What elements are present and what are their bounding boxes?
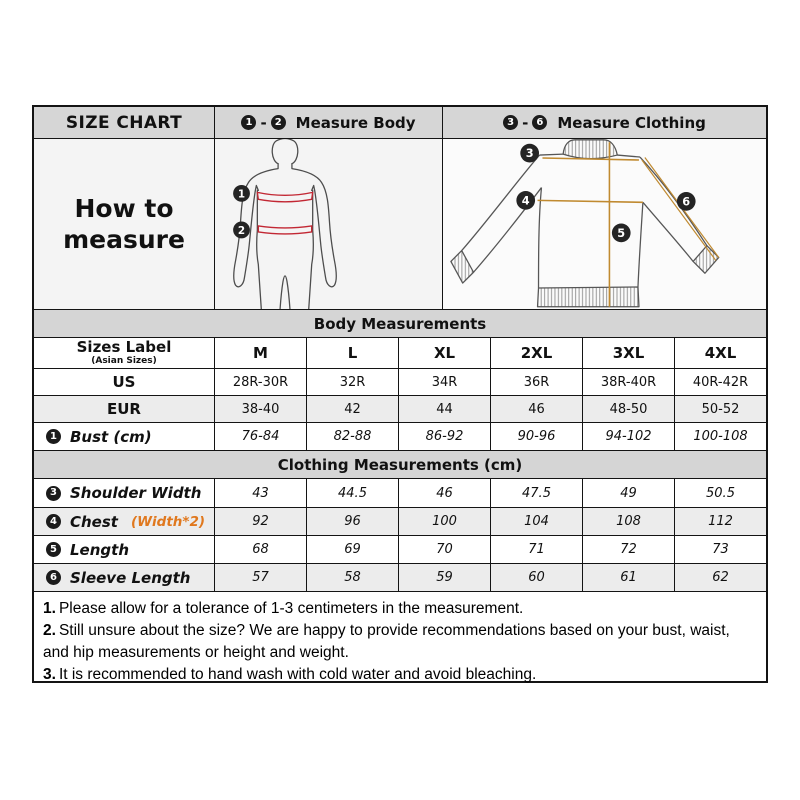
note-3 xyxy=(43,664,757,686)
table-cell: 82-88 xyxy=(306,423,398,450)
sleeve-length-row xyxy=(34,563,766,591)
sweater-illustration xyxy=(443,139,766,309)
note-2-text: Still unsure about the size? We are happy to provide recommendations based on your bust, waist, and hip measurements or height and weight. xyxy=(43,622,730,661)
bust-label: Bust (cm) xyxy=(70,427,152,446)
us-label: US xyxy=(112,373,136,391)
table-cell: 47.5 xyxy=(490,479,582,507)
bust-row xyxy=(34,422,766,450)
table-cell: 34R xyxy=(398,369,490,395)
table-cell: 32R xyxy=(306,369,398,395)
measure-body-label: Measure Body xyxy=(295,113,416,132)
table-cell: 86-92 xyxy=(398,423,490,450)
left-cuff-rib xyxy=(451,251,474,283)
table-cell: 73 xyxy=(674,536,766,563)
measure-clothing-diagram xyxy=(442,139,766,309)
range-dash: - xyxy=(260,113,267,132)
waist-tape-line xyxy=(258,226,311,234)
size-cell: M xyxy=(214,338,306,368)
shoulder-width-label: Shoulder Width xyxy=(70,484,202,502)
table-cell: 46 xyxy=(490,396,582,422)
us-sizes-row xyxy=(34,368,766,395)
chest-line xyxy=(538,200,643,202)
table-cell: 72 xyxy=(582,536,674,563)
circled-6-icon: 6 xyxy=(532,115,547,130)
size-cell: 3XL xyxy=(582,338,674,368)
table-cell: 70 xyxy=(398,536,490,563)
circled-1-icon: 1 xyxy=(241,115,256,130)
note-3-text: It is recommended to hand wash with cold water and avoid bleaching. xyxy=(58,666,537,683)
how-to-measure-title xyxy=(34,139,214,309)
circled-3-icon: 3 xyxy=(503,115,518,130)
eur-label: EUR xyxy=(107,400,141,418)
marker-2-number: 2 xyxy=(237,224,246,237)
orange-measure-lines xyxy=(538,142,719,306)
circled-5-icon: 5 xyxy=(46,542,61,557)
sweater-outline xyxy=(451,140,719,307)
sizes-label-cell xyxy=(34,338,214,368)
table-cell: 50-52 xyxy=(674,396,766,422)
red-tape-lines xyxy=(257,192,312,234)
table-cell: 43 xyxy=(214,479,306,507)
circled-4-icon: 4 xyxy=(46,514,61,529)
table-cell: 68 xyxy=(214,536,306,563)
table-cell: 100-108 xyxy=(674,423,766,450)
table-cell: 57 xyxy=(214,564,306,591)
shoulder-width-row xyxy=(34,478,766,507)
table-cell: 69 xyxy=(306,536,398,563)
table-cell: 60 xyxy=(490,564,582,591)
table-cell: 28R-30R xyxy=(214,369,306,395)
sizes-label: Sizes Label xyxy=(76,338,172,356)
marker-6-number: 6 xyxy=(682,194,691,209)
body-measurements-section-title: Body Measurements xyxy=(34,309,766,337)
bust-tape-line xyxy=(257,192,312,201)
table-cell: 61 xyxy=(582,564,674,591)
length-label-cell xyxy=(34,536,214,563)
table-cell: 46 xyxy=(398,479,490,507)
eur-sizes-row xyxy=(34,395,766,422)
chest-label: Chest xyxy=(70,512,118,531)
table-cell: 76-84 xyxy=(214,423,306,450)
table-cell: 94-102 xyxy=(582,423,674,450)
note-3-number: 3. xyxy=(43,666,56,683)
table-cell: 71 xyxy=(490,536,582,563)
table-cell: 40R-42R xyxy=(674,369,766,395)
marker-4-number: 4 xyxy=(521,193,530,208)
table-cell: 42 xyxy=(306,396,398,422)
sleeve-length-label: Sleeve Length xyxy=(70,568,191,587)
note-1 xyxy=(43,598,757,620)
marker-5-number: 5 xyxy=(617,225,626,240)
table-cell: 49 xyxy=(582,479,674,507)
note-2-number: 2. xyxy=(43,622,56,639)
size-chart-sheet xyxy=(32,105,768,683)
size-chart-title: SIZE CHART xyxy=(65,112,183,133)
table-cell: 44.5 xyxy=(306,479,398,507)
length-row xyxy=(34,535,766,563)
table-cell: 38R-40R xyxy=(582,369,674,395)
chest-label-cell xyxy=(34,508,214,535)
measure-body-diagram xyxy=(214,139,442,309)
marker-3-number: 3 xyxy=(525,146,534,161)
circled-6-icon: 6 xyxy=(46,570,61,585)
circled-3-icon: 3 xyxy=(46,486,61,501)
table-cell: 62 xyxy=(674,564,766,591)
sizes-sublabel: (Asian Sizes) xyxy=(91,356,157,366)
size-cell: L xyxy=(306,338,398,368)
header-row xyxy=(34,107,766,138)
measure-body-header xyxy=(214,107,442,138)
table-cell: 100 xyxy=(398,508,490,535)
table-cell: 112 xyxy=(674,508,766,535)
body-figure-illustration xyxy=(215,139,442,309)
hem-rib xyxy=(538,287,639,307)
clothing-measurements-section-title: Clothing Measurements (cm) xyxy=(34,450,766,478)
sizes-row xyxy=(34,337,766,368)
note-1-text: Please allow for a tolerance of 1-3 centimeters in the measurement. xyxy=(58,600,524,617)
table-cell: 38-40 xyxy=(214,396,306,422)
table-cell: 48-50 xyxy=(582,396,674,422)
measure-clothing-header xyxy=(442,107,766,138)
length-label: Length xyxy=(70,540,129,559)
how-to-line1: How to xyxy=(74,193,174,223)
shoulder-width-line xyxy=(542,158,639,160)
how-to-line2: measure xyxy=(63,225,185,254)
bust-label-cell xyxy=(34,423,214,450)
range-dash: - xyxy=(522,113,529,132)
chest-width-note: (Width*2) xyxy=(130,513,206,530)
note-1-number: 1. xyxy=(43,600,56,617)
table-cell: 50.5 xyxy=(674,479,766,507)
table-cell: 58 xyxy=(306,564,398,591)
chest-row xyxy=(34,507,766,535)
body-outline xyxy=(234,139,337,309)
size-cell: 4XL xyxy=(674,338,766,368)
notes-section xyxy=(34,591,766,681)
size-cell: 2XL xyxy=(490,338,582,368)
table-cell: 44 xyxy=(398,396,490,422)
table-cell: 90-96 xyxy=(490,423,582,450)
table-cell: 59 xyxy=(398,564,490,591)
size-cell: XL xyxy=(398,338,490,368)
how-to-measure-row xyxy=(34,138,766,309)
sleeve-length-label-cell xyxy=(34,564,214,591)
note-2 xyxy=(43,620,757,664)
table-cell: 104 xyxy=(490,508,582,535)
measure-clothing-label: Measure Clothing xyxy=(557,113,706,132)
shoulder-width-label-cell xyxy=(34,479,214,507)
circled-1-icon: 1 xyxy=(46,429,61,444)
table-cell: 92 xyxy=(214,508,306,535)
marker-1-number: 1 xyxy=(237,188,246,201)
table-cell: 108 xyxy=(582,508,674,535)
table-cell: 36R xyxy=(490,369,582,395)
circled-2-icon: 2 xyxy=(271,115,286,130)
table-cell: 96 xyxy=(306,508,398,535)
